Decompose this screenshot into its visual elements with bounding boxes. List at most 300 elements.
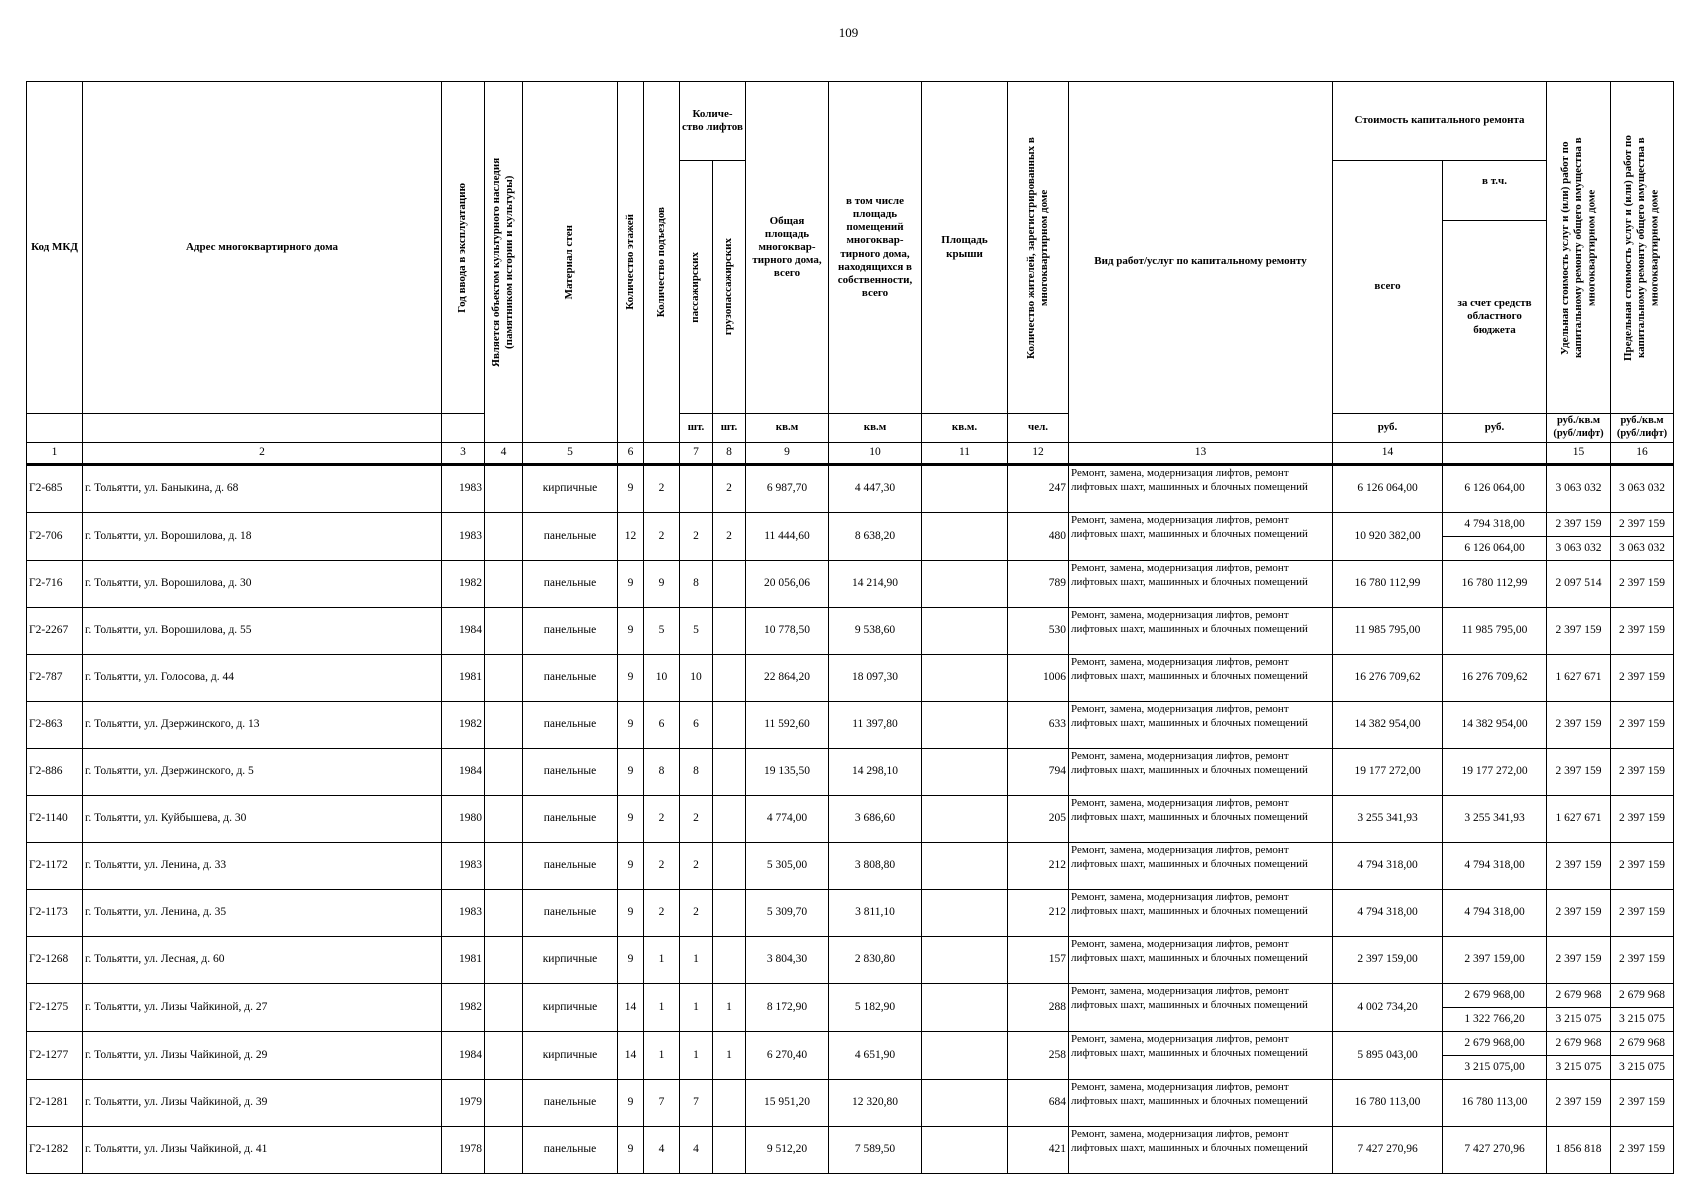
cell-lifts-passenger: 1	[680, 984, 713, 1032]
cell-year: 1981	[442, 937, 485, 984]
cell-work-type: Ремонт, замена, модернизация лифтов, ремонт лифтовых шахт, машинных и блочных помещений	[1069, 1127, 1333, 1174]
cell-max-cost: 2 397 159	[1611, 796, 1674, 843]
cell-year: 1984	[442, 608, 485, 655]
header-address: Адрес многоквартирного дома	[83, 82, 442, 414]
cell-walls: кирпичные	[523, 465, 618, 513]
cell-unit-cost: 3 063 032	[1547, 465, 1611, 513]
cell-cost-total: 14 382 954,00	[1333, 702, 1443, 749]
cell-floors: 9	[618, 655, 644, 702]
header-roof-area: Площадь крыши	[922, 82, 1008, 414]
cell-residents: 212	[1008, 843, 1069, 890]
cell-work-type: Ремонт, замена, модернизация лифтов, ремонт лифтовых шахт, машинных и блочных помещений	[1069, 1032, 1333, 1080]
cell-unit-cost: 2 397 159	[1547, 1080, 1611, 1127]
cell-heritage	[485, 702, 523, 749]
cell-max-cost: 2 397 159	[1611, 1080, 1674, 1127]
cell-total-area: 5 309,70	[746, 890, 829, 937]
cell-total-area: 8 172,90	[746, 984, 829, 1032]
cell-year: 1979	[442, 1080, 485, 1127]
cell-lifts-cargo	[713, 702, 746, 749]
cell-total-area: 19 135,50	[746, 749, 829, 796]
unit-owned-area: кв.м	[829, 414, 922, 443]
cell-heritage	[485, 937, 523, 984]
cell-lifts-cargo	[713, 1127, 746, 1174]
cell-owned-area: 2 830,80	[829, 937, 922, 984]
cell-max-cost: 2 679 968	[1611, 1032, 1674, 1056]
cell-entrances: 9	[644, 561, 680, 608]
cell-lifts-passenger: 5	[680, 608, 713, 655]
header-unit-cost: Удельная стоимость услуг и (или) работ по капитальному ремонту общего имущества в многоквартирном доме	[1547, 82, 1611, 414]
cell-total-area: 20 056,06	[746, 561, 829, 608]
unit-cost-regional: руб.	[1443, 414, 1547, 443]
cell-lifts-cargo	[713, 1080, 746, 1127]
cell-residents: 212	[1008, 890, 1069, 937]
cell-lifts-cargo: 1	[713, 1032, 746, 1080]
column-number: 1	[27, 443, 83, 465]
cell-unit-cost: 2 397 159	[1547, 937, 1611, 984]
cell-lifts-passenger: 1	[680, 937, 713, 984]
cell-unit-cost: 2 397 159	[1547, 890, 1611, 937]
cell-owned-area: 3 808,80	[829, 843, 922, 890]
cell-owned-area: 4 447,30	[829, 465, 922, 513]
cell-address: г. Тольятти, ул. Баныкина, д. 68	[83, 465, 442, 513]
cell-code: Г2-1268	[27, 937, 83, 984]
cell-total-area: 3 804,30	[746, 937, 829, 984]
cell-heritage	[485, 890, 523, 937]
cell-cost-total: 5 895 043,00	[1333, 1032, 1443, 1080]
header-cost: Стоимость капитального ремонта	[1333, 82, 1547, 161]
cell-unit-cost: 3 063 032	[1547, 537, 1611, 561]
cell-cost-regional: 16 780 113,00	[1443, 1080, 1547, 1127]
cell-entrances: 7	[644, 1080, 680, 1127]
cell-cost-regional: 16 276 709,62	[1443, 655, 1547, 702]
cell-address: г. Тольятти, ул. Лизы Чайкиной, д. 39	[83, 1080, 442, 1127]
header-heritage: Является объектом культурного наследия (памятником истории и культуры)	[485, 82, 523, 443]
unit-lifts-cargo: шт.	[713, 414, 746, 443]
cell-work-type: Ремонт, замена, модернизация лифтов, ремонт лифтовых шахт, машинных и блочных помещений	[1069, 465, 1333, 513]
cell-cost-regional: 14 382 954,00	[1443, 702, 1547, 749]
table-row	[27, 1032, 1674, 1056]
table-body	[27, 465, 1674, 1174]
column-number: 5	[523, 443, 618, 465]
cell-walls: кирпичные	[523, 1032, 618, 1080]
cell-heritage	[485, 984, 523, 1032]
cell-roof-area	[922, 655, 1008, 702]
cell-heritage	[485, 1127, 523, 1174]
cell-code: Г2-1281	[27, 1080, 83, 1127]
cell-residents: 421	[1008, 1127, 1069, 1174]
header-year: Год ввода в эксплуатацию	[442, 82, 485, 414]
cell-owned-area: 7 589,50	[829, 1127, 922, 1174]
cell-unit-cost: 2 397 159	[1547, 608, 1611, 655]
cell-work-type: Ремонт, замена, модернизация лифтов, ремонт лифтовых шахт, машинных и блочных помещений	[1069, 655, 1333, 702]
column-number: 16	[1611, 443, 1674, 465]
cell-residents: 794	[1008, 749, 1069, 796]
cell-cost-regional: 3 215 075,00	[1443, 1056, 1547, 1080]
cell-lifts-cargo	[713, 843, 746, 890]
cell-residents: 288	[1008, 984, 1069, 1032]
cell-unit-cost: 1 856 818	[1547, 1127, 1611, 1174]
cell-heritage	[485, 796, 523, 843]
cell-walls: панельные	[523, 702, 618, 749]
table-row	[27, 984, 1674, 1008]
unit-max-cost: руб./кв.м (руб/лифт)	[1611, 414, 1674, 443]
cell-lifts-cargo: 1	[713, 984, 746, 1032]
cell-cost-regional: 1 322 766,20	[1443, 1008, 1547, 1032]
cell-walls: панельные	[523, 1127, 618, 1174]
unit-lifts-passenger: шт.	[680, 414, 713, 443]
cell-address: г. Тольятти, ул. Ленина, д. 35	[83, 890, 442, 937]
cell-heritage	[485, 608, 523, 655]
cell-walls: панельные	[523, 890, 618, 937]
cell-address: г. Тольятти, ул. Лизы Чайкиной, д. 27	[83, 984, 442, 1032]
cell-walls: панельные	[523, 513, 618, 561]
cell-roof-area	[922, 843, 1008, 890]
cell-work-type: Ремонт, замена, модернизация лифтов, ремонт лифтовых шахт, машинных и блочных помещений	[1069, 513, 1333, 561]
unit-address	[83, 414, 442, 443]
column-number: 9	[746, 443, 829, 465]
cell-roof-area	[922, 608, 1008, 655]
cell-roof-area	[922, 749, 1008, 796]
cell-walls: кирпичные	[523, 937, 618, 984]
cell-work-type: Ремонт, замена, модернизация лифтов, ремонт лифтовых шахт, машинных и блочных помещений	[1069, 984, 1333, 1032]
table-row	[27, 561, 1674, 608]
cell-entrances: 1	[644, 1032, 680, 1080]
cell-floors: 9	[618, 702, 644, 749]
cell-walls: панельные	[523, 1080, 618, 1127]
unit-total-area: кв.м	[746, 414, 829, 443]
cell-work-type: Ремонт, замена, модернизация лифтов, ремонт лифтовых шахт, машинных и блочных помещений	[1069, 796, 1333, 843]
cell-lifts-passenger: 2	[680, 796, 713, 843]
cell-cost-regional: 2 679 968,00	[1443, 1032, 1547, 1056]
unit-residents: чел.	[1008, 414, 1069, 443]
cell-cost-total: 16 780 112,99	[1333, 561, 1443, 608]
cell-residents: 633	[1008, 702, 1069, 749]
cell-cost-regional: 6 126 064,00	[1443, 537, 1547, 561]
cell-cost-regional: 11 985 795,00	[1443, 608, 1547, 655]
header-total-area: Общая площадь многоквар-тирного дома, всего	[746, 82, 829, 414]
cell-owned-area: 8 638,20	[829, 513, 922, 561]
cell-floors: 9	[618, 937, 644, 984]
cell-unit-cost: 2 097 514	[1547, 561, 1611, 608]
header-lifts-passenger: пассажирских	[680, 161, 713, 414]
cell-year: 1983	[442, 843, 485, 890]
cell-code: Г2-716	[27, 561, 83, 608]
cell-lifts-cargo: 2	[713, 513, 746, 561]
cell-floors: 12	[618, 513, 644, 561]
cell-address: г. Тольятти, ул. Дзержинского, д. 13	[83, 702, 442, 749]
table-row	[27, 1080, 1674, 1127]
unit-code	[27, 414, 83, 443]
cell-floors: 9	[618, 561, 644, 608]
cell-heritage	[485, 1080, 523, 1127]
unit-unit-cost: руб./кв.м (руб/лифт)	[1547, 414, 1611, 443]
cell-unit-cost: 2 679 968	[1547, 984, 1611, 1008]
cell-lifts-passenger: 2	[680, 843, 713, 890]
cell-cost-total: 3 255 341,93	[1333, 796, 1443, 843]
cell-entrances: 8	[644, 749, 680, 796]
cell-lifts-passenger: 4	[680, 1127, 713, 1174]
cell-heritage	[485, 1032, 523, 1080]
cell-address: г. Тольятти, ул. Ленина, д. 33	[83, 843, 442, 890]
cell-total-area: 11 444,60	[746, 513, 829, 561]
column-number: 14	[1333, 443, 1443, 465]
cell-floors: 9	[618, 1127, 644, 1174]
cell-entrances: 2	[644, 513, 680, 561]
table-row	[27, 465, 1674, 513]
cell-year: 1981	[442, 655, 485, 702]
cell-lifts-cargo	[713, 608, 746, 655]
cell-lifts-cargo	[713, 937, 746, 984]
header-entrances: Количество подъездов	[644, 82, 680, 443]
column-numbers-row	[27, 443, 1674, 465]
cell-total-area: 6 270,40	[746, 1032, 829, 1080]
cell-address: г. Тольятти, ул. Ворошилова, д. 30	[83, 561, 442, 608]
cell-residents: 247	[1008, 465, 1069, 513]
cell-work-type: Ремонт, замена, модернизация лифтов, ремонт лифтовых шахт, машинных и блочных помещений	[1069, 608, 1333, 655]
cell-owned-area: 14 298,10	[829, 749, 922, 796]
cell-lifts-passenger: 10	[680, 655, 713, 702]
cell-max-cost: 2 397 159	[1611, 702, 1674, 749]
cell-max-cost: 2 397 159	[1611, 561, 1674, 608]
cell-walls: панельные	[523, 749, 618, 796]
cell-code: Г2-706	[27, 513, 83, 561]
cell-heritage	[485, 655, 523, 702]
cell-residents: 480	[1008, 513, 1069, 561]
cell-code: Г2-1275	[27, 984, 83, 1032]
cell-owned-area: 5 182,90	[829, 984, 922, 1032]
cell-entrances: 1	[644, 984, 680, 1032]
cell-max-cost: 3 215 075	[1611, 1056, 1674, 1080]
cell-lifts-cargo	[713, 655, 746, 702]
header-walls: Материал стен	[523, 82, 618, 443]
cell-floors: 14	[618, 984, 644, 1032]
cell-address: г. Тольятти, ул. Лизы Чайкиной, д. 29	[83, 1032, 442, 1080]
cell-residents: 258	[1008, 1032, 1069, 1080]
cell-lifts-passenger	[680, 465, 713, 513]
cell-lifts-cargo	[713, 561, 746, 608]
header-cost-incl: в т.ч.	[1443, 161, 1547, 221]
header-work-type: Вид работ/услуг по капитальному ремонту	[1069, 82, 1333, 443]
table-row	[27, 749, 1674, 796]
cell-roof-area	[922, 796, 1008, 843]
unit-year	[442, 414, 485, 443]
cell-cost-regional: 3 255 341,93	[1443, 796, 1547, 843]
repair-register-table	[26, 81, 1674, 1174]
cell-unit-cost: 2 397 159	[1547, 749, 1611, 796]
cell-lifts-cargo	[713, 796, 746, 843]
table-row	[27, 890, 1674, 937]
cell-owned-area: 3 686,60	[829, 796, 922, 843]
column-number: 15	[1547, 443, 1611, 465]
cell-owned-area: 11 397,80	[829, 702, 922, 749]
cell-address: г. Тольятти, ул. Куйбышева, д. 30	[83, 796, 442, 843]
cell-max-cost: 2 679 968	[1611, 984, 1674, 1008]
cell-roof-area	[922, 1080, 1008, 1127]
cell-walls: панельные	[523, 608, 618, 655]
cell-year: 1982	[442, 984, 485, 1032]
cell-roof-area	[922, 890, 1008, 937]
cell-floors: 9	[618, 796, 644, 843]
units-row	[27, 414, 1674, 443]
cell-year: 1983	[442, 465, 485, 513]
cell-year: 1982	[442, 702, 485, 749]
cell-total-area: 6 987,70	[746, 465, 829, 513]
cell-cost-regional: 2 397 159,00	[1443, 937, 1547, 984]
cell-walls: панельные	[523, 561, 618, 608]
cell-cost-total: 19 177 272,00	[1333, 749, 1443, 796]
cell-total-area: 22 864,20	[746, 655, 829, 702]
cell-lifts-passenger: 7	[680, 1080, 713, 1127]
cell-entrances: 2	[644, 796, 680, 843]
cell-max-cost: 2 397 159	[1611, 749, 1674, 796]
cell-cost-total: 4 794 318,00	[1333, 890, 1443, 937]
cell-code: Г2-863	[27, 702, 83, 749]
cell-roof-area	[922, 702, 1008, 749]
cell-lifts-passenger: 8	[680, 561, 713, 608]
cell-unit-cost: 2 679 968	[1547, 1032, 1611, 1056]
unit-roof-area: кв.м.	[922, 414, 1008, 443]
cell-entrances: 5	[644, 608, 680, 655]
column-number: 7	[680, 443, 713, 465]
column-number: 10	[829, 443, 922, 465]
cell-code: Г2-2267	[27, 608, 83, 655]
cell-roof-area	[922, 984, 1008, 1032]
column-number: 12	[1008, 443, 1069, 465]
cell-unit-cost: 2 397 159	[1547, 513, 1611, 537]
header-owned-area: в том числе площадь помещений многоквар-тирного дома, находящихся в собственности, всего	[829, 82, 922, 414]
cell-owned-area: 3 811,10	[829, 890, 922, 937]
unit-cost-total: руб.	[1333, 414, 1443, 443]
cell-year: 1983	[442, 513, 485, 561]
cell-lifts-passenger: 2	[680, 890, 713, 937]
cell-roof-area	[922, 561, 1008, 608]
cell-cost-total: 16 276 709,62	[1333, 655, 1443, 702]
cell-owned-area: 4 651,90	[829, 1032, 922, 1080]
cell-residents: 205	[1008, 796, 1069, 843]
cell-roof-area	[922, 513, 1008, 561]
cell-unit-cost: 3 215 075	[1547, 1056, 1611, 1080]
cell-max-cost: 3 063 032	[1611, 465, 1674, 513]
cell-max-cost: 2 397 159	[1611, 513, 1674, 537]
cell-code: Г2-886	[27, 749, 83, 796]
header-cost-total: всего	[1333, 161, 1443, 414]
cell-total-area: 4 774,00	[746, 796, 829, 843]
cell-work-type: Ремонт, замена, модернизация лифтов, ремонт лифтовых шахт, машинных и блочных помещений	[1069, 702, 1333, 749]
cell-cost-total: 4 002 734,20	[1333, 984, 1443, 1032]
cell-entrances: 2	[644, 843, 680, 890]
cell-roof-area	[922, 1032, 1008, 1080]
cell-roof-area	[922, 937, 1008, 984]
cell-cost-total: 6 126 064,00	[1333, 465, 1443, 513]
cell-max-cost: 3 215 075	[1611, 1008, 1674, 1032]
cell-address: г. Тольятти, ул. Ворошилова, д. 18	[83, 513, 442, 561]
cell-max-cost: 2 397 159	[1611, 1127, 1674, 1174]
cell-code: Г2-685	[27, 465, 83, 513]
cell-work-type: Ремонт, замена, модернизация лифтов, ремонт лифтовых шахт, машинных и блочных помещений	[1069, 937, 1333, 984]
cell-heritage	[485, 749, 523, 796]
cell-residents: 530	[1008, 608, 1069, 655]
cell-lifts-passenger: 6	[680, 702, 713, 749]
table-row	[27, 608, 1674, 655]
cell-total-area: 15 951,20	[746, 1080, 829, 1127]
cell-work-type: Ремонт, замена, модернизация лифтов, ремонт лифтовых шахт, машинных и блочных помещений	[1069, 890, 1333, 937]
cell-floors: 9	[618, 465, 644, 513]
cell-walls: панельные	[523, 796, 618, 843]
cell-work-type: Ремонт, замена, модернизация лифтов, ремонт лифтовых шахт, машинных и блочных помещений	[1069, 561, 1333, 608]
cell-entrances: 4	[644, 1127, 680, 1174]
header-code: Код МКД	[27, 82, 83, 414]
cell-lifts-passenger: 8	[680, 749, 713, 796]
column-number: 13	[1069, 443, 1333, 465]
cell-cost-regional: 4 794 318,00	[1443, 890, 1547, 937]
header-floors: Количество этажей	[618, 82, 644, 443]
cell-max-cost: 2 397 159	[1611, 655, 1674, 702]
cell-unit-cost: 1 627 671	[1547, 655, 1611, 702]
cell-floors: 9	[618, 1080, 644, 1127]
cell-total-area: 9 512,20	[746, 1127, 829, 1174]
cell-heritage	[485, 513, 523, 561]
cell-year: 1978	[442, 1127, 485, 1174]
cell-code: Г2-1282	[27, 1127, 83, 1174]
cell-entrances: 2	[644, 890, 680, 937]
table-row	[27, 1127, 1674, 1174]
header-row-1	[27, 82, 1674, 161]
table-row	[27, 513, 1674, 537]
cell-heritage	[485, 561, 523, 608]
cell-lifts-passenger: 1	[680, 1032, 713, 1080]
table-row	[27, 655, 1674, 702]
column-number: 2	[83, 443, 442, 465]
header-lifts: Количе-ство лифтов	[680, 82, 746, 161]
cell-floors: 9	[618, 749, 644, 796]
column-number: 8	[713, 443, 746, 465]
cell-lifts-cargo: 2	[713, 465, 746, 513]
cell-residents: 684	[1008, 1080, 1069, 1127]
cell-total-area: 10 778,50	[746, 608, 829, 655]
cell-max-cost: 2 397 159	[1611, 843, 1674, 890]
cell-year: 1983	[442, 890, 485, 937]
cell-max-cost: 2 397 159	[1611, 608, 1674, 655]
cell-code: Г2-1277	[27, 1032, 83, 1080]
cell-residents: 1006	[1008, 655, 1069, 702]
cell-work-type: Ремонт, замена, модернизация лифтов, ремонт лифтовых шахт, машинных и блочных помещений	[1069, 1080, 1333, 1127]
column-number: 4	[485, 443, 523, 465]
cell-roof-area	[922, 465, 1008, 513]
cell-owned-area: 12 320,80	[829, 1080, 922, 1127]
cell-total-area: 11 592,60	[746, 702, 829, 749]
cell-unit-cost: 2 397 159	[1547, 843, 1611, 890]
cell-cost-total: 11 985 795,00	[1333, 608, 1443, 655]
table-row	[27, 702, 1674, 749]
cell-lifts-cargo	[713, 890, 746, 937]
header-lifts-cargo: грузопассажирских	[713, 161, 746, 414]
cell-max-cost: 2 397 159	[1611, 937, 1674, 984]
cell-year: 1980	[442, 796, 485, 843]
cell-work-type: Ремонт, замена, модернизация лифтов, ремонт лифтовых шахт, машинных и блочных помещений	[1069, 749, 1333, 796]
cell-walls: кирпичные	[523, 984, 618, 1032]
cell-owned-area: 18 097,30	[829, 655, 922, 702]
cell-max-cost: 3 063 032	[1611, 537, 1674, 561]
cell-year: 1984	[442, 1032, 485, 1080]
cell-heritage	[485, 465, 523, 513]
cell-entrances: 2	[644, 465, 680, 513]
cell-total-area: 5 305,00	[746, 843, 829, 890]
cell-cost-regional: 7 427 270,96	[1443, 1127, 1547, 1174]
cell-entrances: 6	[644, 702, 680, 749]
cell-cost-total: 4 794 318,00	[1333, 843, 1443, 890]
cell-floors: 9	[618, 890, 644, 937]
cell-work-type: Ремонт, замена, модернизация лифтов, ремонт лифтовых шахт, машинных и блочных помещений	[1069, 843, 1333, 890]
